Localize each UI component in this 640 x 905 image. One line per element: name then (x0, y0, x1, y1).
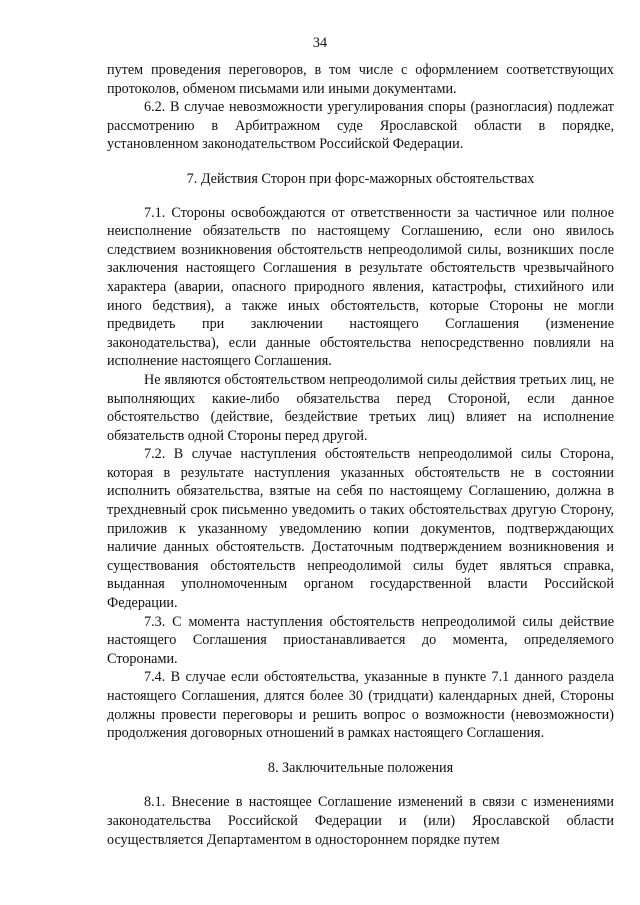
paragraph-7-3: 7.3. С момента наступления обстоятельств непреодолимой силы действие настоящего Соглашения приостанавливается до момента, определяемого Сторонами. (107, 613, 614, 667)
paragraph-continuation: путем проведения переговоров, в том числе с оформлением соответствующих протоколов, обменом письмами или иными документами. (107, 62, 614, 97)
page-number: 34 (312, 35, 328, 51)
paragraph-7-2: 7.2. В случае наступления обстоятельств непреодолимой силы Сторона, которая в результате наступления указанных обстоятельств не в состоянии исполнить обязательства, взятые на себя по настоящему Соглашению, должна в трехдневный срок письменно уведомить о таких обстоятельствах другую Сторону, приложив к указанному уведомлению копии документов, подтверждающих наличие данных обстоятельств. Достаточным подтверждением возникновения и существования обстоятельств непреодолимой силы будет являться справка, выданная уполномоченным органом государственной власти Российской Федерации. (107, 446, 614, 612)
paragraph-8-1: 8.1. Внесение в настоящее Соглашение изменений в связи с изменениями законодательства Российской Федерации и (или) Ярославской области осуществляется Департаментом в одностороннем порядке путем (107, 794, 614, 848)
document-body (107, 61, 614, 849)
paragraph-7-1: 7.1. Стороны освобождаются от ответственности за частичное или полное неисполнение обязательств по настоящему Соглашению, если оно явилось следствием возникновения обстоятельств непреодолимой силы, возникших после заключения настоящего Соглашения в результате обстоятельств чрезвычайного характера (аварии, опасного природного явления, катастрофы, стихийного или иного бедствия), а также иных обстоятельств, которые Стороны не могли предвидеть при заключении настоящего Соглашения (изменение законодательства), если данные обстоятельства непосредственно повлияли на исполнение настоящего Соглашения. (107, 204, 614, 370)
section-heading-7: 7. Действия Сторон при форс-мажорных обстоятельствах (186, 170, 535, 187)
section-heading-8: 8. Заключительные положения (267, 759, 454, 776)
paragraph-6-2: 6.2. В случае невозможности урегулирования споры (разногласия) подлежат рассмотрению в Арбитражном суде Ярославской области в порядке, установленном законодательством Российской Федерации. (107, 99, 614, 153)
paragraph-7-4: 7.4. В случае если обстоятельства, указанные в пункте 7.1 данного раздела настоящего Соглашения, длятся более 30 (тридцати) календарных дней, Стороны должны провести переговоры и решить вопрос о возможности (невозможности) продолжения договорных отношений в рамках настоящего Соглашения. (107, 669, 614, 742)
paragraph-7-1-note: Не являются обстоятельством непреодолимой силы действия третьих лиц, не выполняющих какие-либо обязательства перед Стороной, если данное обстоятельство (действие, бездействие третьих лиц) влияет на исполнение обязательств одной Стороны перед другой. (107, 371, 614, 444)
